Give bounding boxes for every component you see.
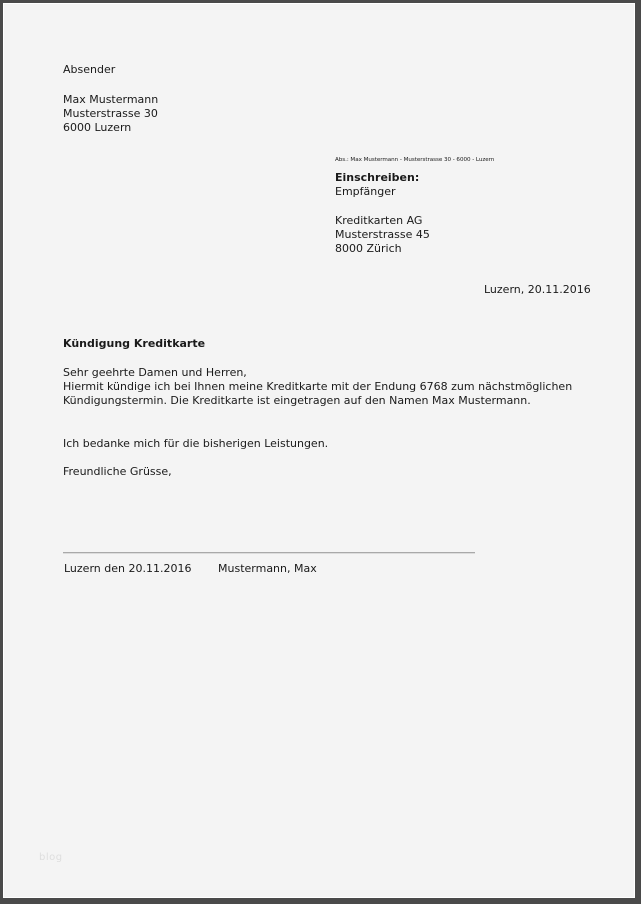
recipient-label: Empfänger <box>335 185 396 198</box>
letter-page <box>3 3 635 898</box>
sender-name: Max Mustermann <box>63 93 159 106</box>
watermark-text: blog <box>39 852 63 863</box>
thanks-line: Ich bedanke mich für die bisherigen Leistungen. <box>63 437 329 450</box>
delivery-type: Einschreiben: <box>335 171 420 184</box>
place-date: Luzern, 20.11.2016 <box>484 283 591 296</box>
recipient-city: 8000 Zürich <box>335 242 402 255</box>
signature-divider <box>63 552 475 554</box>
signature-name: Mustermann, Max <box>218 562 317 575</box>
return-address-line: Abs.: Max Mustermann - Musterstrasse 30 - 6000 - Luzern <box>335 157 495 163</box>
sender-city: 6000 Luzern <box>63 121 132 134</box>
signature-place-date: Luzern den 20.11.2016 <box>64 562 192 575</box>
body-line-1: Hiermit kündige ich bei Ihnen meine Kreditkarte mit der Endung 6768 zum nächstmöglichen <box>63 380 573 393</box>
sender-street: Musterstrasse 30 <box>63 107 158 120</box>
sender-label: Absender <box>63 63 116 76</box>
salutation: Sehr geehrte Damen und Herren, <box>63 366 247 379</box>
closing-line: Freundliche Grüsse, <box>63 465 172 478</box>
body-line-2: Kündigungstermin. Die Kreditkarte ist eingetragen auf den Namen Max Mustermann. <box>63 394 531 407</box>
subject: Kündigung Kreditkarte <box>63 337 206 350</box>
recipient-company: Kreditkarten AG <box>335 214 423 227</box>
recipient-street: Musterstrasse 45 <box>335 228 430 241</box>
